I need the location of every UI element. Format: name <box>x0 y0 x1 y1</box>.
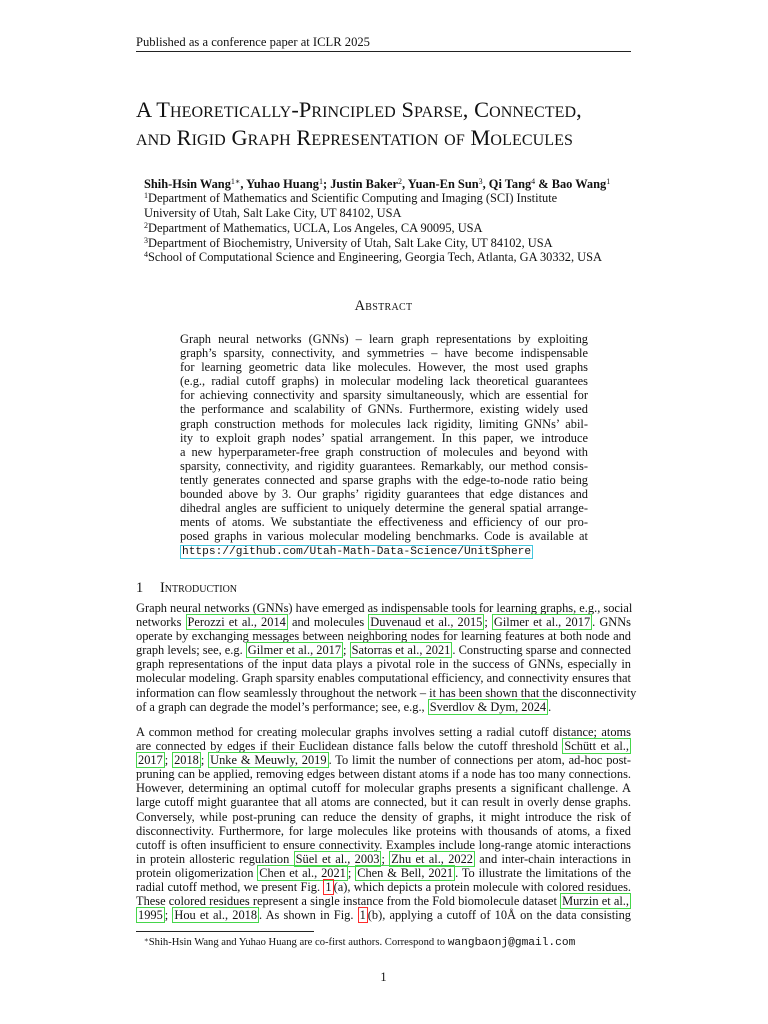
abstract-line: graph construction methods for molecules lack rigidity, limiting GNNs’ abil- <box>180 416 588 431</box>
figure-ref-link[interactable]: 1 <box>359 908 366 923</box>
author-name: , Yuan-En Sun <box>402 177 479 191</box>
abstract-line: (e.g., radial cutoff graphs) in molecular modeling lack theoretical guarantees <box>180 374 588 389</box>
affiliation-text: School of Computational Science and Engineering, Georgia Tech, Atlanta, GA 30332, USA <box>148 250 602 264</box>
text-line: pruning can be applied, removing edges between distant atoms if a node has too many connections. <box>136 767 631 782</box>
text-span: ; <box>164 908 173 923</box>
abstract-line: a new hyperparameter-free graph construction of molecules and beyond with <box>180 444 588 459</box>
footnote-mark: ∗ <box>144 936 149 944</box>
code-url-link[interactable]: https://github.com/Utah-Math-Data-Science/UnitSphere <box>182 546 532 559</box>
section-title: Introduction <box>160 580 238 596</box>
affiliation-mark: 1 <box>144 191 148 200</box>
text-span: ; <box>381 851 390 866</box>
author-affil-mark: 1 <box>606 177 611 186</box>
text-span: . As shown in Fig. <box>259 908 358 923</box>
citation-link[interactable]: Duvenaud et al., 2015 <box>370 615 483 630</box>
abstract-line: for learning geometric data like molecules. However, the most used graphs <box>180 360 588 375</box>
text-line: A common method for creating molecular graphs involves setting a radial cutoff distance; atoms <box>136 725 631 739</box>
abstract-line: graph’s sparsity, connectivity, and symmetries – have become indispensable <box>180 346 588 361</box>
abstract-line: tently generates connected and sparse graphs with the edge-to-node ratio being <box>180 472 588 487</box>
intro-paragraph-1 <box>136 601 637 714</box>
text-span: ; <box>484 615 492 630</box>
author-affil-mark: 1 <box>318 177 323 186</box>
abstract-line: Graph neural networks (GNNs) – learn graph representations by exploiting <box>180 332 588 346</box>
text-span: ; <box>343 643 350 658</box>
author-affil-mark: 3 <box>478 177 483 186</box>
text-span: ; <box>200 753 209 768</box>
text-span: protein oligomerization <box>136 865 258 880</box>
citation-link[interactable]: 1995 <box>138 908 163 923</box>
abstract-line: sparsity, connectivity, and rigidity guarantees. Remarkably, our method consis- <box>180 458 588 473</box>
abstract-line: ity to exploit graph nodes’ spatial arrangement. In this paper, we introduce <box>180 430 588 445</box>
citation-link[interactable]: Chen et al., 2021 <box>259 865 346 880</box>
author-name: & Bao Wang <box>535 177 607 191</box>
text-span: . To illustrate the limitations of the <box>455 865 631 880</box>
citation-link[interactable]: Hou et al., 2018 <box>174 908 258 923</box>
text-line: Conversely, while post-pruning can reduce the density of graphs, it might introduce the risk of <box>136 809 631 824</box>
affiliation-text: Department of Biochemistry, University of Utah, Salt Lake City, UT 84102, USA <box>148 236 553 250</box>
author-affil-mark: 4 <box>531 177 536 186</box>
text-line: operate by exchanging messages between neighboring nodes for learning features at both node and <box>136 629 631 644</box>
footnote <box>144 933 624 950</box>
section-heading-introduction <box>136 580 631 597</box>
citation-link[interactable]: Sverdlov & Dym, 2024 <box>429 699 547 714</box>
text-span: and inter-chain interactions in <box>475 851 631 866</box>
author-name: , Qi Tang <box>482 177 532 191</box>
citation-link[interactable]: Gilmer et al., 2017 <box>247 643 342 658</box>
text-line: Graph neural networks (GNNs) have emerged as indispensable tools for learning graphs, e.g., social <box>136 601 633 615</box>
text-span: (a), which depicts a protein molecule with colored residues. <box>333 880 631 895</box>
footnote-text: Shih-Hsin Wang and Yuhao Huang are co-first authors. Correspond to <box>148 937 448 948</box>
title-line-2: and Rigid Graph Representation of Molecules <box>136 125 574 150</box>
citation-link[interactable]: 2017 <box>138 753 163 768</box>
citation-link[interactable]: Schütt et al., <box>564 739 629 754</box>
abstract-body <box>180 332 588 560</box>
text-line: cutoff is often insufficient to ensure connectivity. Examples include long-range atomic interactions <box>136 837 631 852</box>
text-span: . <box>548 699 552 714</box>
citation-link[interactable]: Zhu et al., 2022 <box>391 851 473 866</box>
text-line: molecular modeling. Graph sparsity enables computational efficiency, and connectivity ensures that <box>136 671 631 686</box>
paper-title <box>136 96 656 152</box>
text-line: However, determining an optimal cutoff for molecular graphs presents a significant challenge. A <box>136 781 631 796</box>
abstract-heading: Abstract <box>354 298 413 314</box>
citation-link[interactable]: Süel et al., 2003 <box>295 851 380 866</box>
section-number: 1 <box>136 580 144 596</box>
footnote-rule <box>136 931 314 932</box>
text-span: (b), applying a cutoff of 10Å on the data consisting <box>367 908 631 923</box>
text-span: of a graph can degrade the model’s performance; see, e.g., <box>136 699 428 714</box>
text-span: networks <box>136 615 186 630</box>
author-name: , Yuhao Huang <box>240 177 319 191</box>
citation-link[interactable]: Gilmer et al., 2017 <box>493 615 591 630</box>
affiliation-mark: 2 <box>144 221 148 230</box>
text-span: ; <box>164 753 173 768</box>
text-span: are connected by edges if their Euclidean distance falls below the cutoff threshold <box>136 739 563 754</box>
title-line-1: A Theoretically-Principled Sparse, Connected, <box>136 97 582 122</box>
text-line: graph representations of the input data plays a pivotal role in the success of GNNs, especially in <box>136 657 631 672</box>
citation-link[interactable]: Perozzi et al., 2014 <box>187 615 286 630</box>
text-span: . Constructing sparse and connected <box>452 643 631 658</box>
header-rule <box>136 51 631 52</box>
abstract-line: for achieving connectivity and sparsity simultaneously, which are essential for <box>180 388 588 403</box>
figure-ref-link[interactable]: 1 <box>325 880 332 895</box>
page-number: 1 <box>380 970 387 984</box>
author-affil-mark: 2 <box>398 177 403 186</box>
text-span: radial cutoff method, we present Fig. <box>136 880 324 895</box>
citation-link[interactable]: Chen & Bell, 2021 <box>357 865 454 880</box>
abstract-line: dihedral angles are sufficient to uniquely determine the general spatial arrange- <box>180 501 588 516</box>
affiliation-mark: 4 <box>144 250 148 259</box>
email-link[interactable]: wangbaonj@gmail.com <box>447 937 576 949</box>
author-name: ; Justin Baker <box>322 177 399 191</box>
text-span: . GNNs <box>592 615 632 630</box>
author-name: Shih-Hsin Wang <box>144 177 231 191</box>
text-span: ; <box>347 865 356 880</box>
abstract-line: the performance and scalability of GNNs. Furthermore, existing widely used <box>180 402 588 417</box>
text-line: large cutoff might guarantee that all atoms are connected, but it can result in overly dense graphs. <box>136 795 631 810</box>
citation-link[interactable]: Unke & Meuwly, 2019 <box>210 753 327 768</box>
affiliation-text: Department of Mathematics and Scientific Computing and Imaging (SCI) Institute <box>148 191 558 205</box>
abstract-line: bounded above by 3. Our graphs’ rigidity guarantees that edge distances and <box>180 487 588 502</box>
citation-link[interactable]: Satorras et al., 2021 <box>351 643 451 658</box>
text-span: . To limit the number of connections per atom, ad-hoc post- <box>328 753 631 768</box>
affiliation-4 <box>144 248 634 265</box>
text-line: information can flow seamlessly throughout the network – it has been shown that the disconnectivity <box>136 685 637 700</box>
text-span: These colored residues represent a single instance from the Fold biomolecule dataset <box>136 894 561 909</box>
running-header: Published as a conference paper at ICLR 2025 <box>136 35 370 49</box>
citation-link[interactable]: Murzin et al., <box>562 894 629 909</box>
text-span: and molecules <box>287 615 369 630</box>
author-affil-mark: 1∗ <box>230 177 241 186</box>
abstract-line: ments of atoms. We substantiate the effectiveness and efficiency of our pro- <box>180 515 588 530</box>
affiliation-text: Department of Mathematics, UCLA, Los Angeles, CA 90095, USA <box>148 221 483 235</box>
citation-link[interactable]: 2018 <box>174 753 199 768</box>
text-span: graph levels; see, e.g. <box>136 643 246 658</box>
intro-paragraph-2 <box>136 725 631 922</box>
text-span: in protein allosteric regulation <box>136 851 294 866</box>
affiliation-mark: 3 <box>144 236 148 245</box>
affiliation-text: University of Utah, Salt Lake City, UT 84102, USA <box>144 205 402 220</box>
abstract-line: posed graphs in various molecular modeling benchmarks. Code is available at <box>180 529 588 544</box>
affiliation-1 <box>144 189 634 220</box>
text-line: disconnectivity. Furthermore, for large molecules like proteins with thousands of atoms, a fixed <box>136 823 631 838</box>
